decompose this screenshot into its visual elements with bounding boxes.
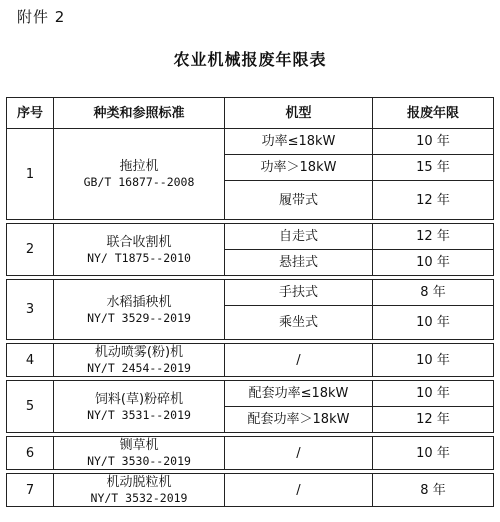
- scrap-years: 8 年: [373, 474, 494, 507]
- table-header-row: [7, 98, 494, 129]
- machine-model: 功率≤18kW: [225, 129, 373, 155]
- machine-model: 功率＞18kW: [225, 155, 373, 181]
- machine-name: 水稻插秧机: [106, 294, 172, 310]
- machine-model: 乘坐式: [225, 306, 373, 340]
- machine-name: 机动脱粒机: [106, 475, 172, 490]
- scrap-years: 10 年: [373, 344, 494, 377]
- row-number: 4: [7, 344, 54, 377]
- machine-name: 饲料(草)粉碎机: [94, 391, 184, 407]
- col-header-years: 报废年限: [373, 98, 494, 129]
- table-row: [7, 224, 494, 250]
- reference-standard: GB/T 16877--2008: [83, 175, 195, 189]
- machine-model: 自走式: [225, 224, 373, 250]
- scrap-years-table: [6, 97, 494, 507]
- machine-name: 机动喷雾(粉)机: [94, 345, 184, 360]
- machine-model: 履带式: [225, 181, 373, 220]
- scrap-years: 12 年: [373, 224, 494, 250]
- table-row: [7, 474, 494, 507]
- row-number: 5: [7, 381, 54, 433]
- scrap-years: 10 年: [373, 250, 494, 276]
- machine-model: 配套功率≤18kW: [225, 381, 373, 407]
- row-number: 2: [7, 224, 54, 276]
- table-row: [7, 344, 494, 377]
- scrap-years: 12 年: [373, 407, 494, 433]
- machine-model: /: [225, 474, 373, 507]
- table-row: [7, 381, 494, 407]
- row-number: 3: [7, 280, 54, 340]
- machine-name: 拖拉机: [119, 159, 159, 174]
- machine-type-cell: [54, 381, 225, 433]
- machine-type-cell: [54, 437, 225, 470]
- reference-standard: NY/T 2454--2019: [87, 361, 191, 375]
- table-row: [7, 437, 494, 470]
- row-number: 6: [7, 437, 54, 470]
- table-row: [7, 129, 494, 155]
- page-title: 农业机械报废年限表: [173, 50, 327, 69]
- machine-name: 铡草机: [119, 438, 159, 453]
- machine-type-cell: [54, 280, 225, 340]
- reference-standard: NY/T 3529--2019: [87, 310, 191, 325]
- scrap-years: 8 年: [373, 280, 494, 306]
- row-number: 7: [7, 474, 54, 507]
- reference-standard: NY/T 3531--2019: [87, 407, 191, 422]
- scrap-years: 12 年: [373, 181, 494, 220]
- machine-name: 联合收割机: [106, 234, 172, 250]
- col-header-type: 种类和参照标准: [54, 98, 225, 129]
- col-header-no: 序号: [7, 98, 54, 129]
- reference-standard: NY/ T1875--2010: [87, 250, 191, 265]
- reference-standard: NY/T 3530--2019: [87, 454, 191, 468]
- machine-type-cell: [54, 344, 225, 377]
- machine-model: /: [225, 437, 373, 470]
- scrap-years: 10 年: [373, 306, 494, 340]
- scrap-years: 10 年: [373, 129, 494, 155]
- table-row: [7, 280, 494, 306]
- machine-type-cell: [54, 474, 225, 507]
- machine-model: 配套功率＞18kW: [225, 407, 373, 433]
- machine-type-cell: [54, 129, 225, 220]
- machine-model: 悬挂式: [225, 250, 373, 276]
- col-header-model: 机型: [225, 98, 373, 129]
- attachment-label: 附件 2: [17, 8, 66, 26]
- machine-model: 手扶式: [225, 280, 373, 306]
- scrap-years: 10 年: [373, 437, 494, 470]
- scrap-years: 10 年: [373, 381, 494, 407]
- row-number: 1: [7, 129, 54, 220]
- machine-model: /: [225, 344, 373, 377]
- reference-standard: NY/T 3532-2019: [90, 491, 188, 505]
- scrap-years: 15 年: [373, 155, 494, 181]
- machine-type-cell: [54, 224, 225, 276]
